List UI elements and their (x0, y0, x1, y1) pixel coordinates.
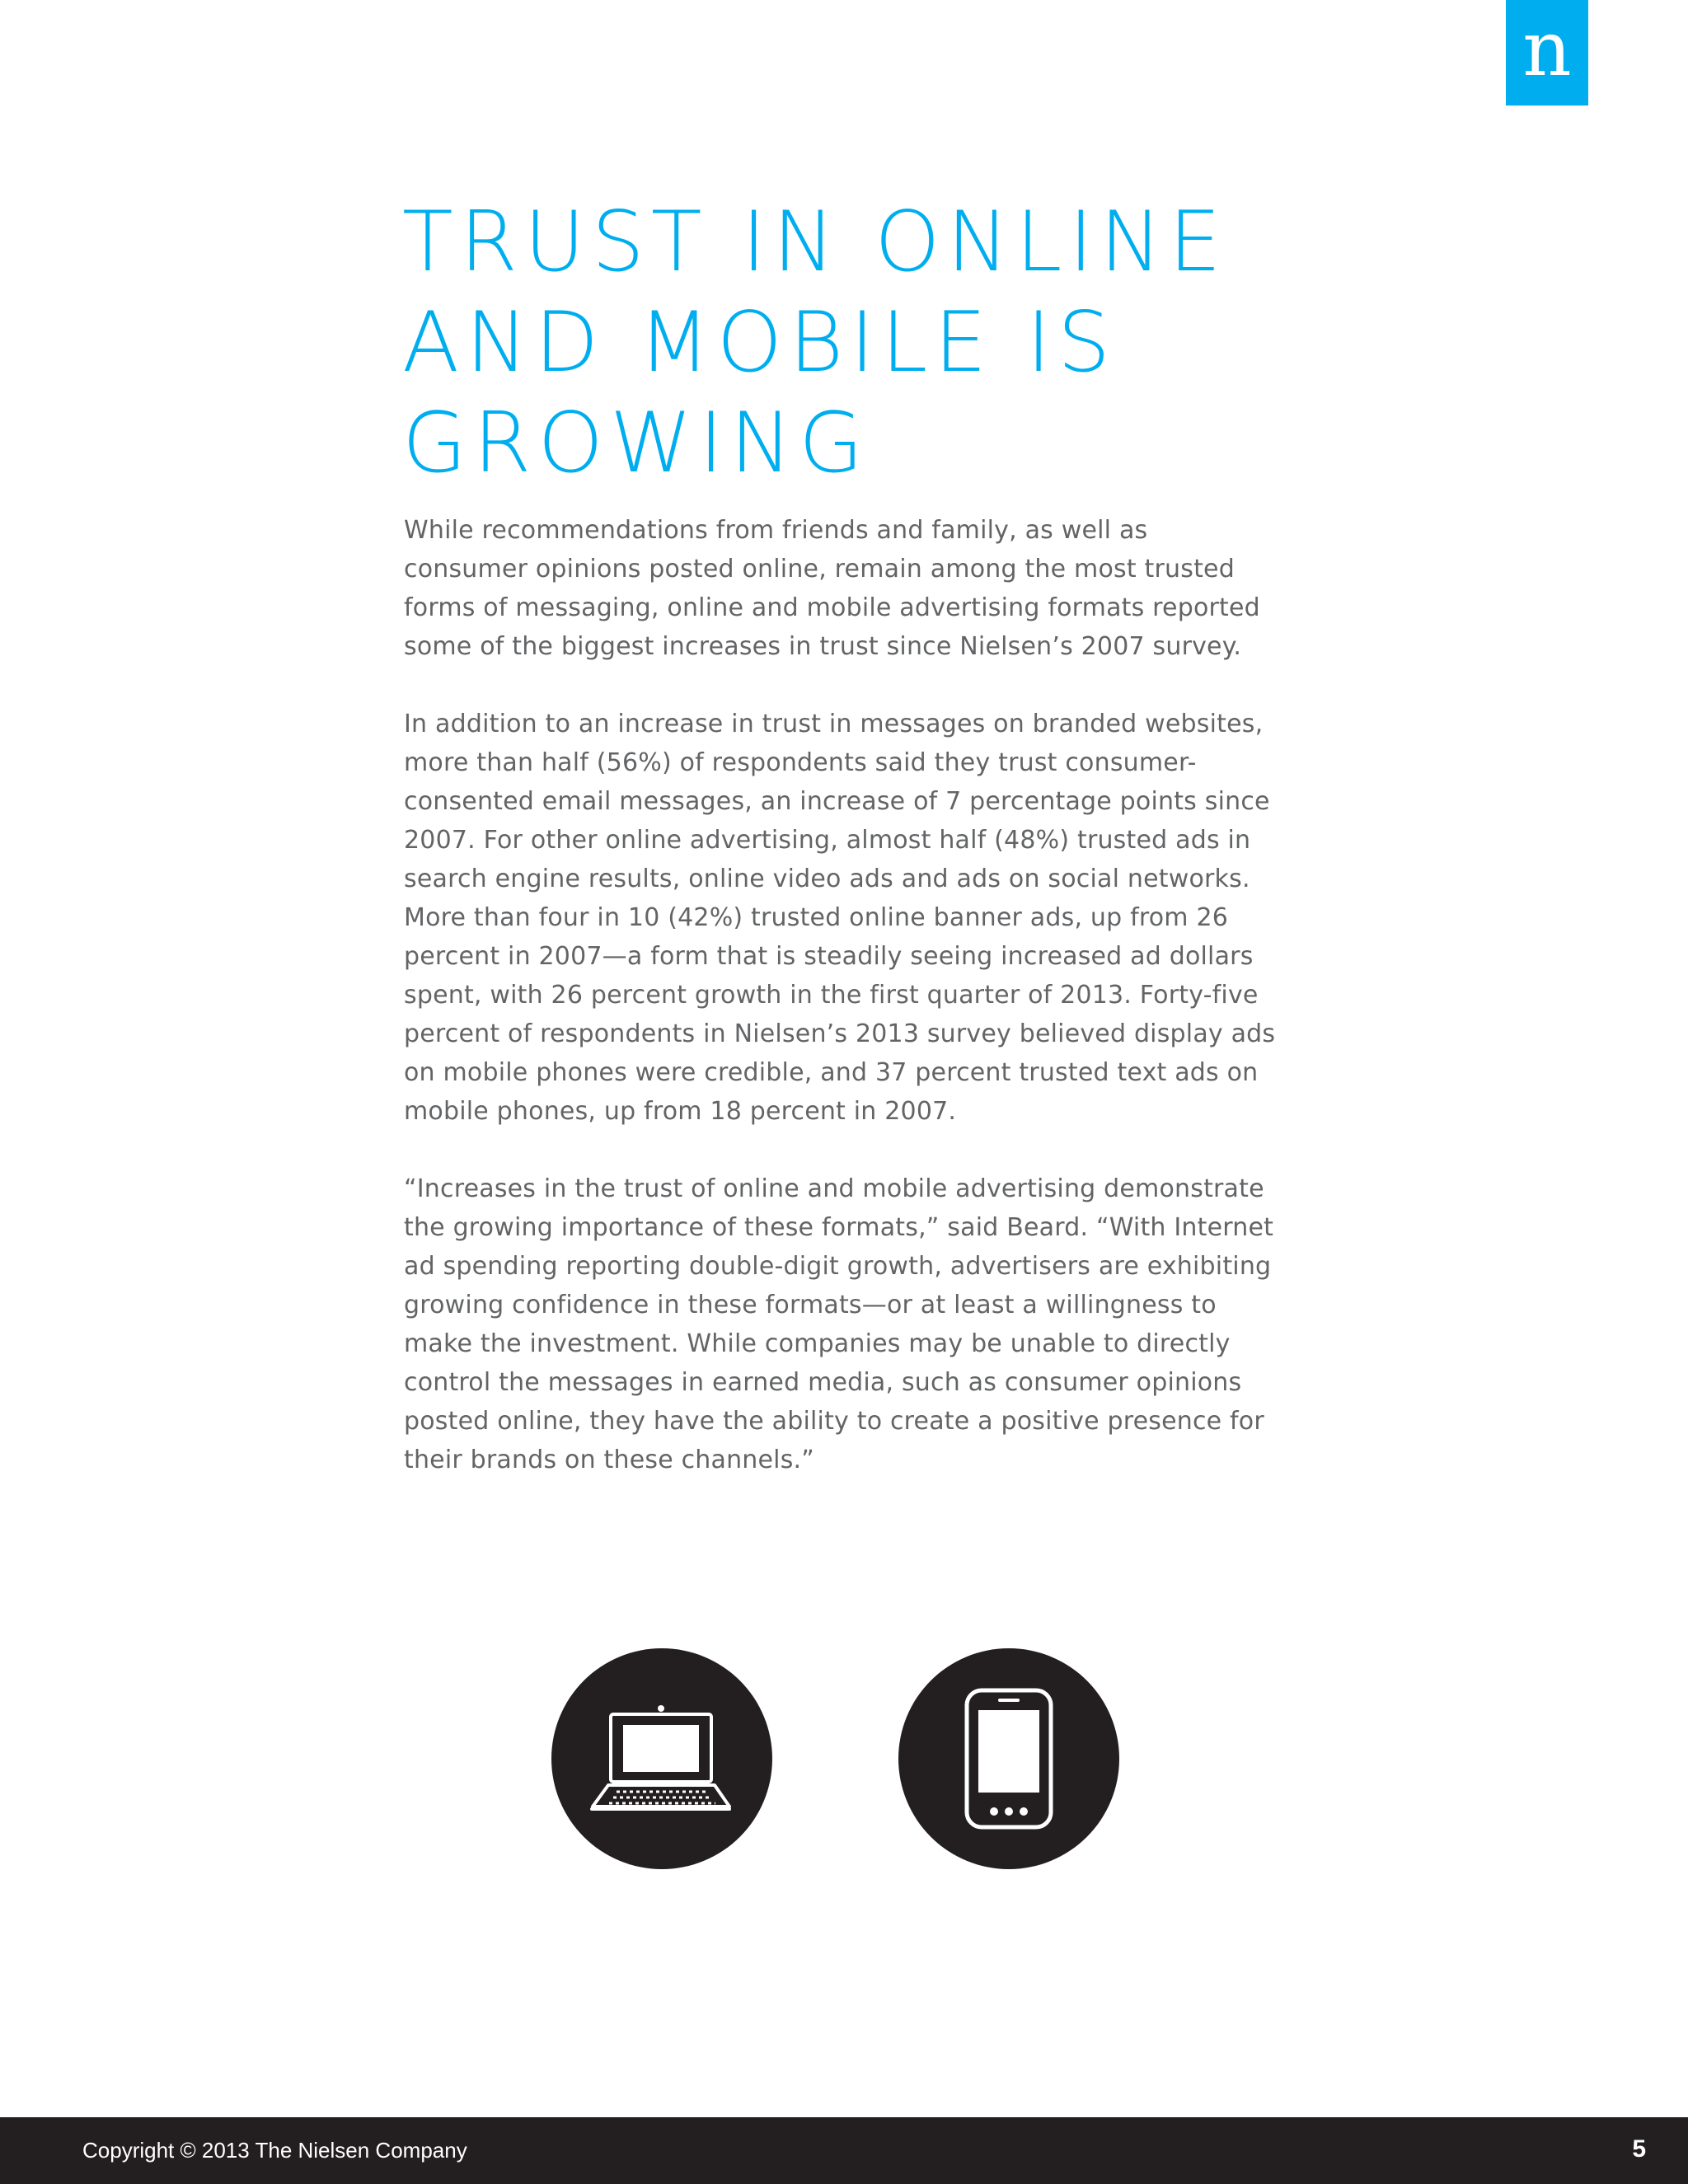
mobile-phone-icon (898, 1648, 1119, 1869)
laptop-icon (551, 1648, 772, 1869)
article-body (404, 511, 1278, 1518)
logo-letter: n (1522, 5, 1572, 93)
paragraph-statistics: In addition to an increase in trust in messages on branded websites, more than half (56%) of respondents said they trust consumer-consented email messages, an increase of 7 percentage points since 2007. For other online advertising, almost half (48%) trusted ads in search engine results, online video ads and ads on social networks. More than four in 10 (42%) trusted online banner ads, up from 26 percent in 2007—a form that is steadily seeing increased ad dollars spent, with 26 percent growth in the first quarter of 2013. Forty-five percent of respondents in Nielsen’s 2013 survey believed display ads on mobile phones were credible, and 37 percent trusted text ads on mobile phones, up from 18 percent in 2007. (404, 710, 1276, 1126)
copyright-notice: Copyright © 2013 The Nielsen Company (82, 2138, 467, 2163)
paragraph-intro: While recommendations from friends and family, as well as consumer opinions posted online, remain among the most trusted forms of messaging, online and mobile advertising formats reported some of the biggest increases in trust since Nielsen’s 2007 survey. (404, 516, 1260, 661)
paragraph-quote: “Increases in the trust of online and mobile advertising demonstrate the growing importance of these formats,” said Beard. “With Internet ad spending reporting double-digit growth, advertisers are exhibiting growing confidence in these formats—or at least a willingness to make the investment. While companies may be unable to directly control the messages in earned media, such as consumer opinions posted online, they have the ability to create a positive presence for their brands on these channels.” (404, 1174, 1274, 1474)
nielsen-logo (1506, 0, 1588, 105)
footer-bar (0, 2117, 1688, 2184)
page-number: 5 (1632, 2135, 1646, 2163)
page-title: TRUST IN ONLINE AND MOBILE IS GROWING (402, 193, 1228, 491)
